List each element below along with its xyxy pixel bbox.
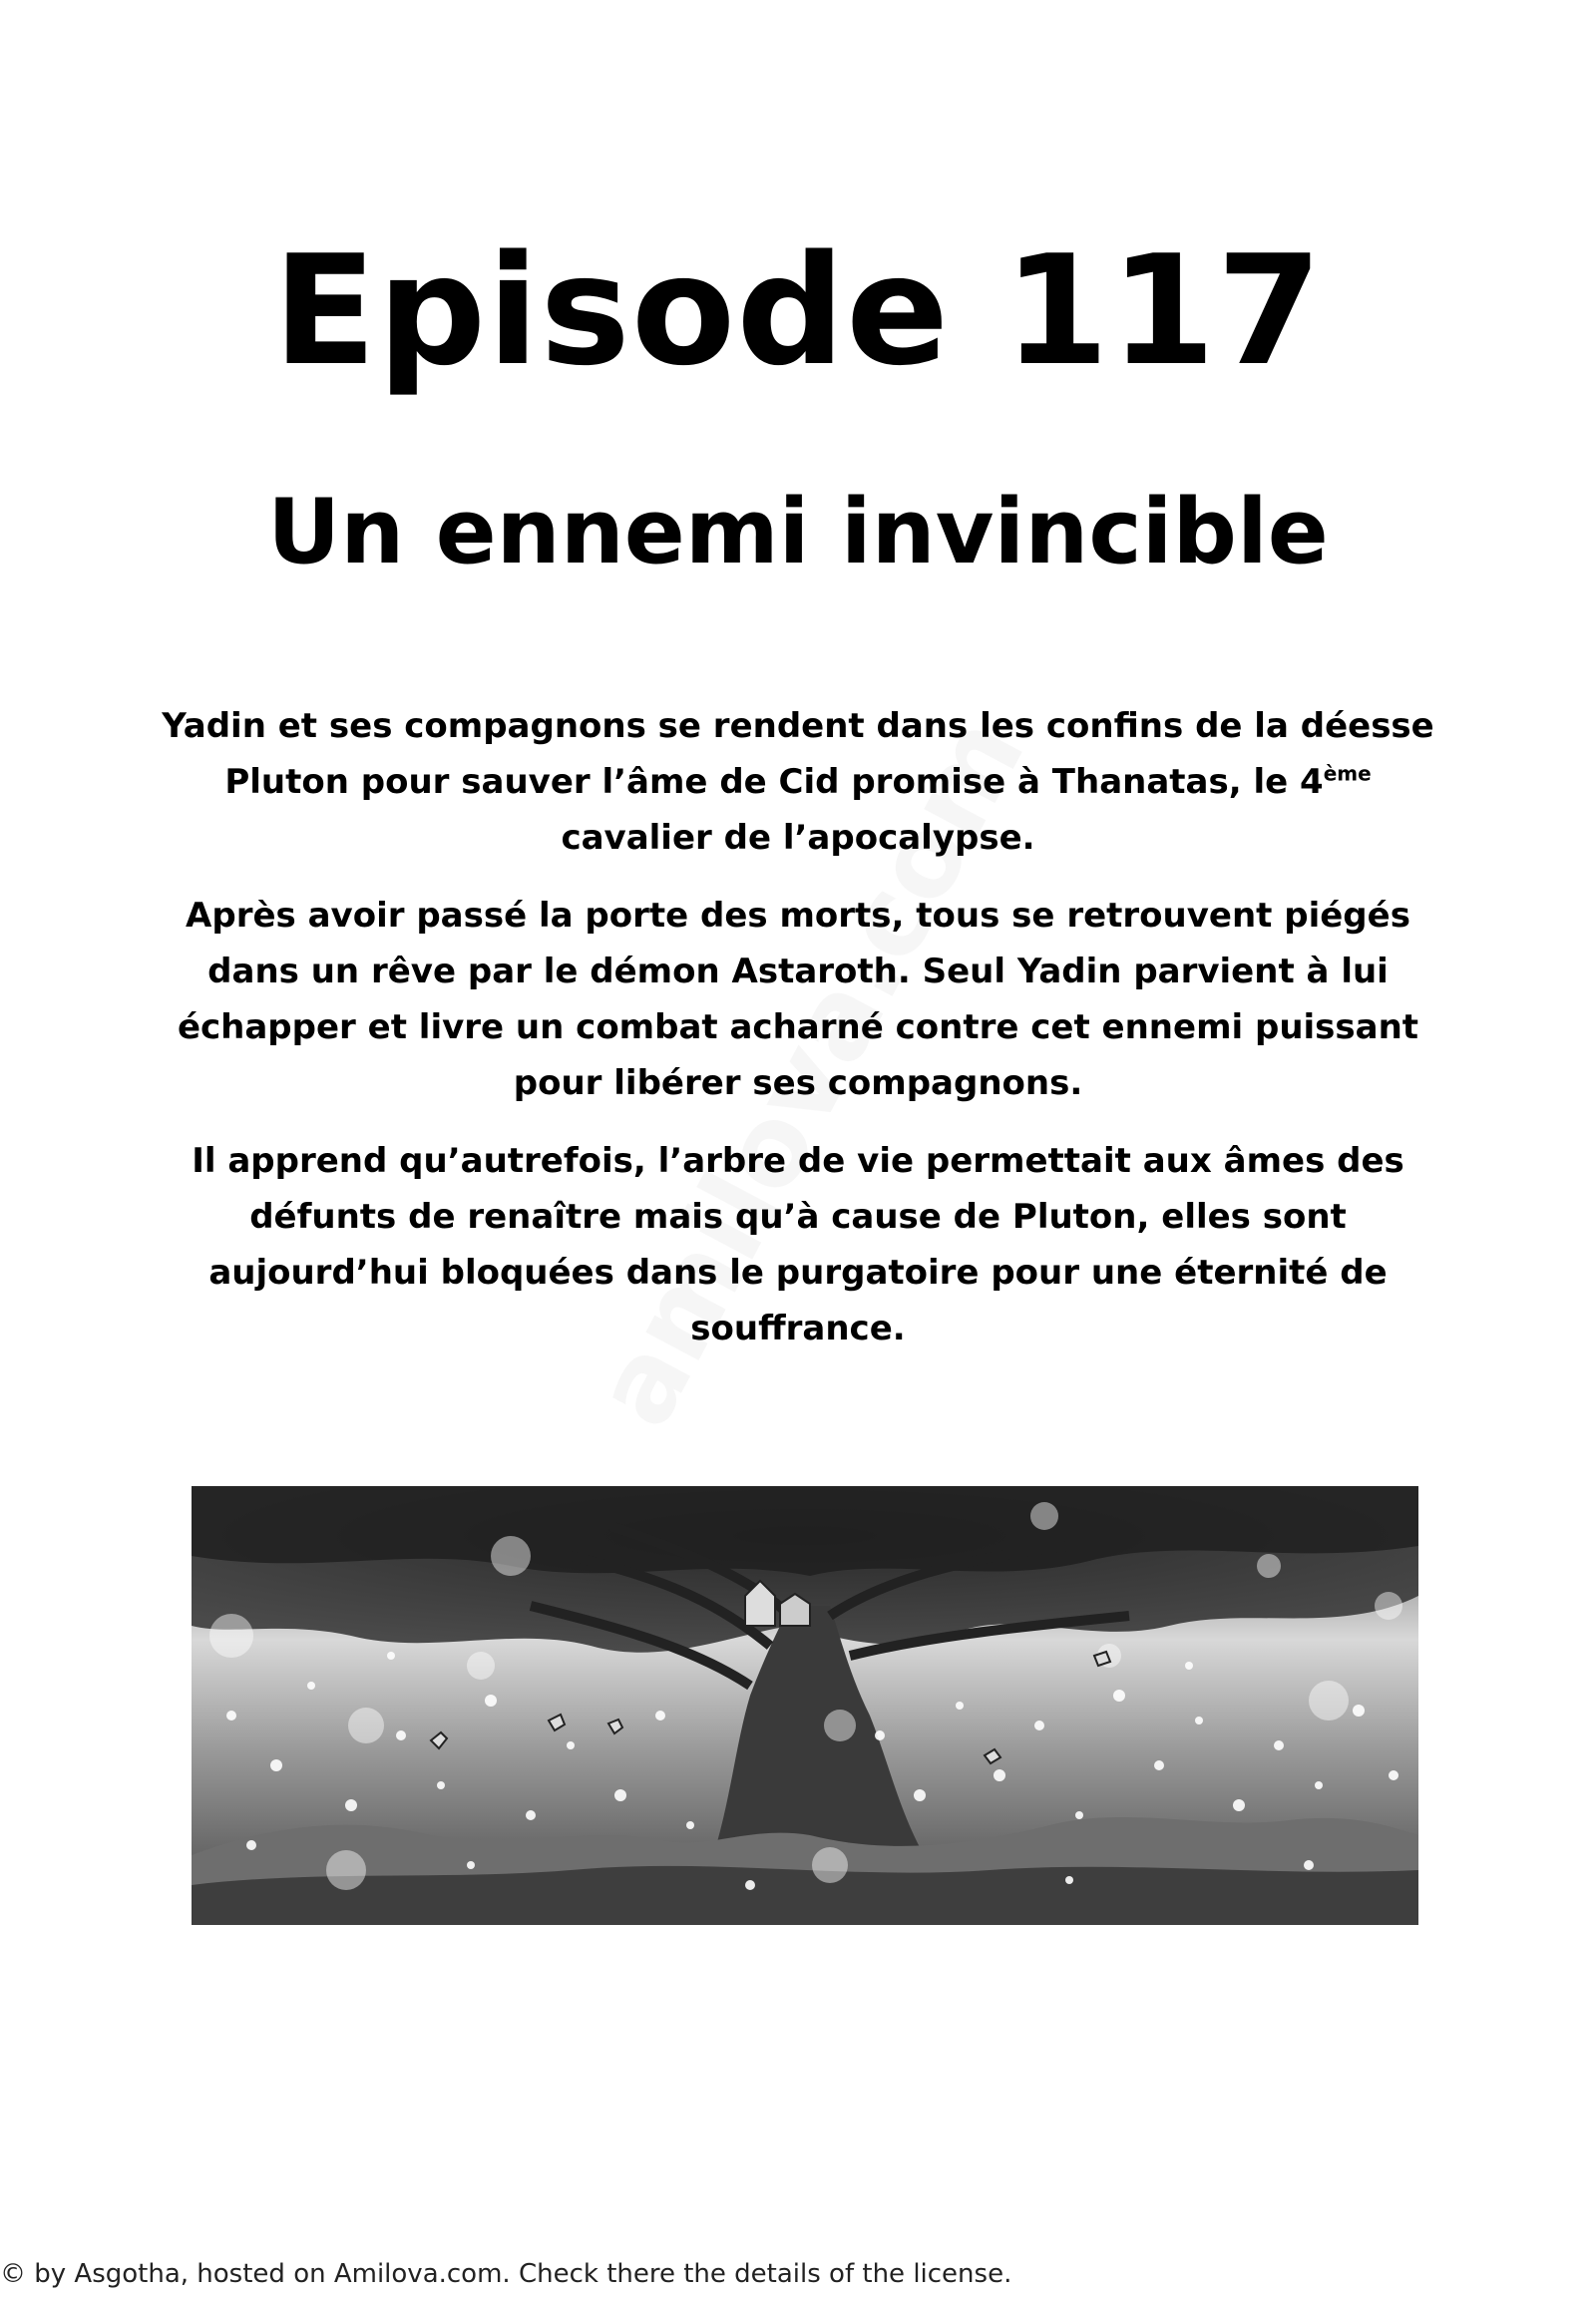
synopsis-paragraph-3: Il apprend qu’autrefois, l’arbre de vie permettait aux âmes des défunts de renaître mais qu’à cause de Pluton, elles sont aujourd’hui bloquées dans le purgatoire pour une éternité de souffrance. [192,1141,1404,1348]
synopsis-paragraph-1-text: Yadin et ses compagnons se rendent dans les confins de la déesse Pluton pour sauver l’âme de Cid promise à Thanatas, le 4 [162,706,1434,802]
synopsis-paragraph-1-end: cavalier de l’apocalypse. [561,818,1035,858]
ordinal-suffix: ème [1323,761,1372,786]
synopsis-paragraph-1 [160,698,1436,866]
synopsis [160,698,1436,1378]
episode-subtitle: Un ennemi invincible [267,480,1329,584]
episode-title: Episode 117 [272,222,1324,399]
synopsis-paragraph-2: Après avoir passé la porte des morts, tous se retrouvent piégés dans un rêve par le démon Astaroth. Seul Yadin parvient à lui échapper et livre un combat acharné contre cet ennemi puissant pour libérer ses compagnons. [177,896,1419,1103]
copyright-notice: © by Asgotha, hosted on Amilova.com. Check there the details of the license. [0,2259,1012,2289]
tree-of-life-illustration [192,1486,1418,1925]
